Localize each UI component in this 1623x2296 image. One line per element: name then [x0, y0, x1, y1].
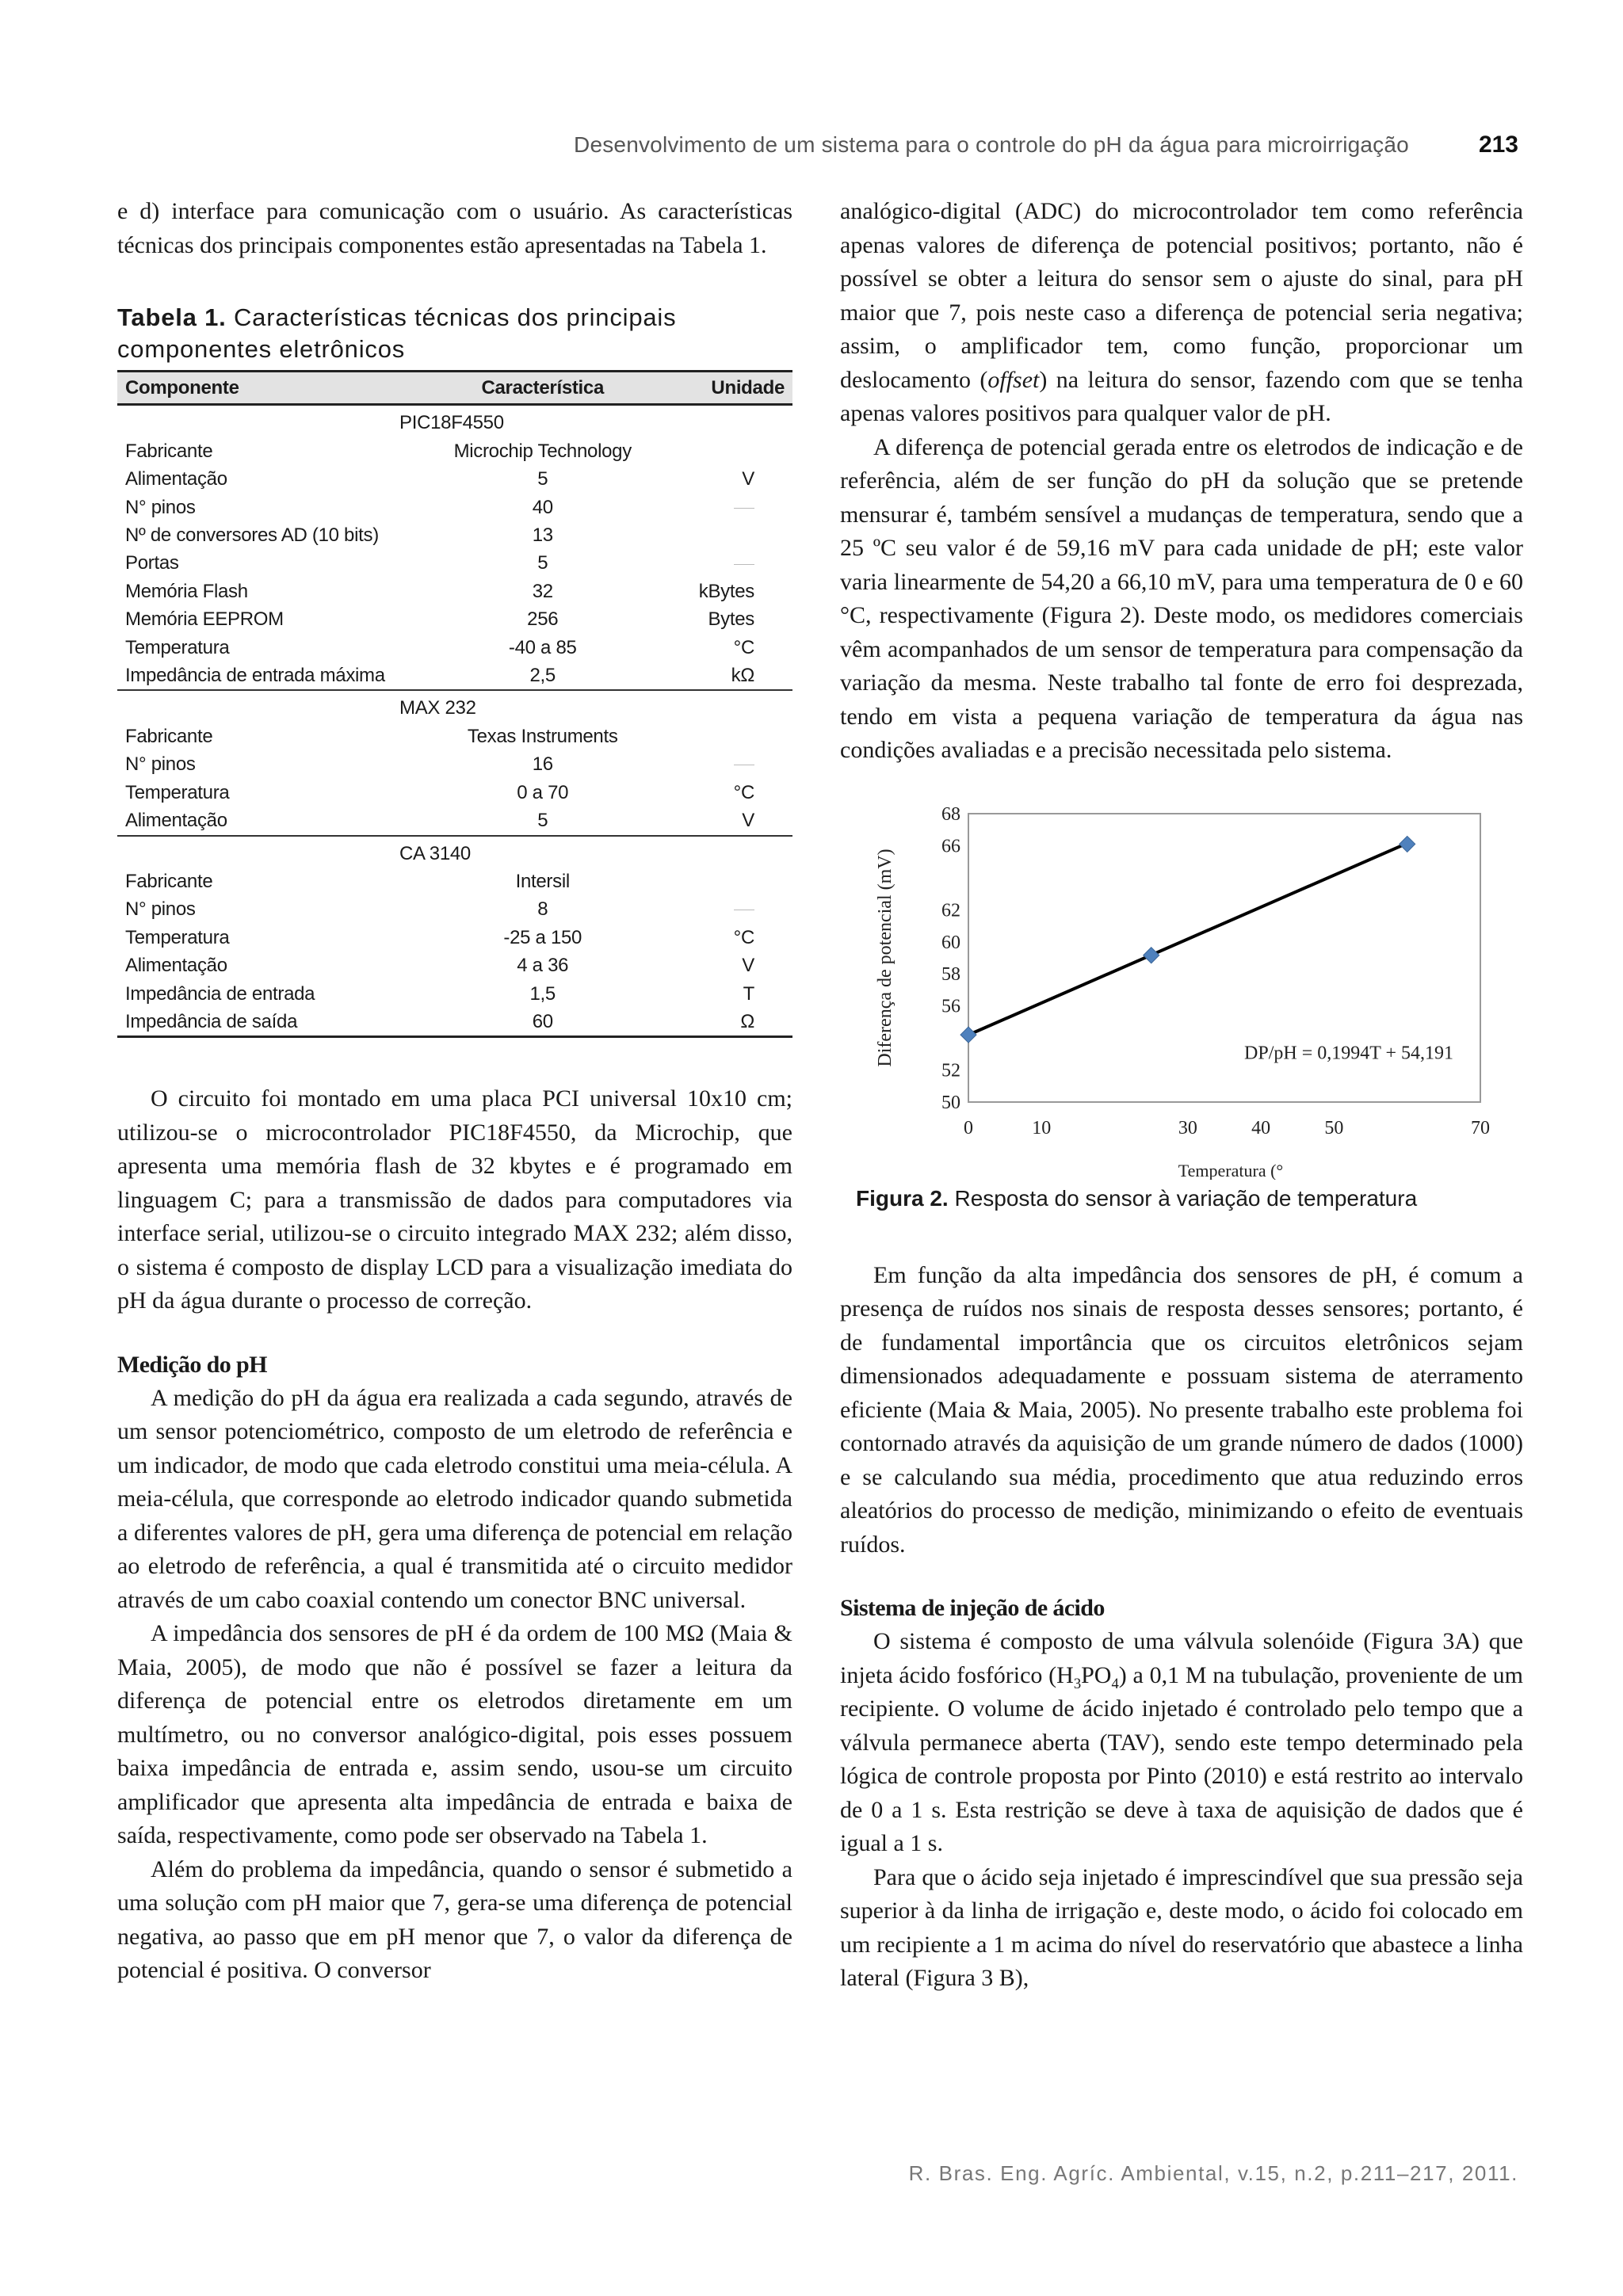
table-cell-componente: Alimentação: [125, 468, 227, 490]
y-tick-label: 52: [941, 1060, 960, 1081]
table-cell-caracteristica: 2,5: [428, 662, 658, 690]
table-cell-componente: Memória EEPROM: [125, 608, 284, 631]
table-group-name: CA 3140: [399, 842, 471, 864]
paragraph-intro: e d) interface para comunicação com o usuário. As características técnicas dos principais componentes estão apresentadas na Tabela 1.: [117, 198, 792, 258]
table-row: [117, 895, 792, 923]
table-row: [117, 807, 792, 835]
table-cell-caracteristica: 5: [428, 807, 658, 835]
page-number: 213: [1478, 132, 1518, 158]
table-row: [117, 662, 792, 690]
table-cell-caracteristica: 8: [537, 898, 548, 921]
table-cell-componente: Temperatura: [125, 926, 230, 948]
table-cell-caracteristica: 13: [532, 524, 553, 547]
x-tick-label: 70: [1471, 1117, 1490, 1138]
table-group-name: MAX 232: [399, 697, 476, 719]
table-cell-unidade: [658, 437, 792, 465]
table-cell-componente: Fabricante: [125, 725, 213, 747]
table-row: [117, 980, 792, 1008]
x-tick-label: 30: [1178, 1117, 1197, 1138]
table-cell-caracteristica: 256: [527, 608, 559, 631]
section-heading-medicao: Medição do pH: [117, 1351, 267, 1378]
y-tick-label: 58: [941, 963, 960, 985]
header-unidade: Unidade: [658, 372, 792, 405]
table-cell-caracteristica: 40: [532, 496, 553, 518]
table-row: [117, 924, 792, 952]
table-cell-empty: [658, 690, 792, 722]
table-header-row: [117, 372, 792, 405]
footer-citation: R. Bras. Eng. Agríc. Ambiental, v.15, n.2, p.211–217, 2011.: [908, 2161, 1518, 2185]
table-cell-componente: Alimentação: [117, 807, 428, 835]
table-cell-unidade: °C: [733, 781, 754, 803]
sensor-response-chart: [840, 807, 1523, 1180]
table-cell-componente: Impedância de entrada: [125, 982, 315, 1005]
section-heading-injecao: Sistema de injeção de ácido: [840, 1595, 1105, 1621]
table-label: Tabela 1.: [117, 303, 227, 331]
table-cell-caracteristica: Microchip Technology: [453, 440, 632, 462]
table-cell-caracteristica: 1,5: [529, 982, 556, 1005]
table-cell-unidade: [658, 868, 792, 895]
table-row: [117, 549, 792, 577]
paragraph-valvula-part1: O sistema é composto de uma válvula solenóide (Figura 3A) que injeta ácido fosfórico (H: [840, 1628, 1523, 1688]
table-cell-caracteristica: 5: [537, 552, 548, 574]
running-head: [119, 132, 1518, 166]
x-tick-label: 50: [1324, 1117, 1344, 1138]
table-row: [117, 1008, 792, 1037]
table-cell-unidade: V: [742, 468, 754, 490]
components-table: [117, 370, 792, 1038]
table-cell-componente: Alimentação: [125, 955, 227, 977]
data-point: [960, 1027, 976, 1043]
y-tick-label: 66: [941, 835, 960, 856]
table-cell-unidade: [658, 750, 792, 778]
paragraph-adc: [840, 195, 1523, 431]
table-cell-unidade: T: [743, 982, 754, 1005]
data-point: [1144, 947, 1159, 963]
dash-mark: [734, 564, 754, 565]
paragraph-adc-part2: ) na leitura do sensor, fazendo com que se tenha apenas valores positivos para qualquer valor de pH.: [840, 366, 1524, 426]
x-tick-label: 40: [1251, 1117, 1271, 1138]
table-row: [117, 868, 792, 895]
x-tick-label: 10: [1032, 1117, 1052, 1138]
table-cell-unidade: V: [658, 807, 792, 835]
paragraph-ruidos: Em função da alta impedância dos sensores de pH, é comum a presença de ruídos nos sinais de resposta desses sensores; portanto, é de fundamental importância que os circuitos eletrônicos sejam dimensionados adequadamente e possuam sistema de aterramento eficiente (Maia & Maia, 2005). No presente trabalho este problema foi contornado através da aquisição de um grande número de dados (1000) e se calculando sua média, procedimento que atua reduzindo erros aleatórios do processo de medição, minimizando o efeito de eventuais ruídos.: [840, 1261, 1523, 1558]
table-cell-unidade: Bytes: [708, 608, 754, 631]
table-cell-unidade: kΩ: [658, 662, 792, 690]
table-row: [117, 521, 792, 549]
paragraph-medicao: A medição do pH da água era realizada a cada segundo, através de um sensor potenciométrico, composto de um eletrodo de referência e um indicador, de modo que cada eletrodo constitui uma meia-célula. A meia-célula, que corresponde ao eletrodo indicador quando submetida a diferentes valores de pH, gera uma diferença de potencial em relação ao eletrodo de referência, a qual é transmitida até o circuito medidor através de um cabo coaxial contendo um conector BNC universal.: [117, 1384, 792, 1613]
figure-2: [840, 807, 1523, 1180]
table-cell-unidade: V: [742, 955, 754, 977]
table-cell-componente: Impedância de saída: [117, 1008, 428, 1037]
table-cell-componente: Temperatura: [125, 781, 230, 803]
trendline: [968, 843, 1407, 1035]
subscript-3: 3: [1073, 1675, 1082, 1692]
table-cell-unidade: [658, 521, 792, 549]
data-point: [1400, 836, 1415, 852]
table-group-row: [117, 690, 792, 722]
dash-mark: [734, 508, 754, 509]
paragraph-impedancia: A impedância dos sensores de pH é da ordem de 100 MΩ (Maia & Maia, 2005), de modo que não é possível se fazer a leitura da diferença de potencial entre os eletrodos diretamente em um multímetro, ou no conversor analógico-digital, pois esses possuem baixa impedância de entrada e, assim sendo, usou-se um circuito amplificador que apresenta alta impedância de entrada e baixa de saída, respectivamente, como pode ser observado na Tabela 1.: [117, 1620, 792, 1849]
table-cell-unidade: Ω: [658, 1008, 792, 1037]
y-axis-label: Diferença de potencial (mV): [875, 848, 896, 1067]
table-cell-caracteristica: Intersil: [515, 870, 570, 892]
offset-term: offset: [987, 366, 1040, 393]
y-tick-label: 68: [941, 807, 960, 825]
paragraph-valvula: [840, 1625, 1523, 1861]
table-cell-unidade: [658, 549, 792, 577]
table-cell-caracteristica: 16: [532, 753, 553, 776]
table-cell-componente: Temperatura: [125, 636, 230, 658]
table-title: Características técnicas dos principais componentes eletrônicos: [117, 303, 677, 363]
table-row: [117, 605, 792, 633]
table-row: [117, 952, 792, 979]
table-group-row: [117, 405, 792, 437]
table-cell-caracteristica: 4 a 36: [517, 955, 569, 977]
table-cell-caracteristica: -25 a 150: [503, 926, 582, 948]
table-cell-unidade: [658, 494, 792, 521]
figure-caption: [840, 1184, 1523, 1213]
table-cell-componente: Nº de conversores AD (10 bits): [125, 524, 379, 547]
table-row: [117, 750, 792, 778]
subscript-4: 4: [1111, 1675, 1119, 1692]
formula-po: PO: [1081, 1661, 1112, 1688]
table-cell-caracteristica: 0 a 70: [517, 781, 569, 803]
table-cell-unidade: °C: [733, 636, 754, 658]
figure-title: Resposta do sensor à variação de temperatura: [948, 1185, 1418, 1211]
y-tick-label: 62: [941, 899, 960, 921]
header-componente: Componente: [117, 372, 428, 405]
table-cell-componente: Memória Flash: [125, 580, 248, 602]
table-cell-componente: Portas: [125, 552, 179, 574]
paragraph-diferenca: A diferença de potencial gerada entre os eletrodos de indicação e de referência, além de ser função do pH da solução que se pretende mensurar é, também sensível a mudanças de temperatura, sendo que a 25 ºC seu valor é de 59,16 mV para cada unidade de pH; este valor varia linearmente de 54,20 a 66,10 mV, para uma temperatura de 0 e 60 °C, respectivamente (Figura 2). Deste modo, os medidores comerciais vêm acompanhados de um sensor de temperatura para compensação da variação da mesma. Neste trabalho tal fonte de erro foi desprezada, tendo em vista a pequena variação de temperatura da água nas condições avaliadas e a precisão necessitada pelo sistema.: [840, 433, 1523, 763]
table-cell-unidade: °C: [733, 926, 754, 948]
paragraph-circuit: O circuito foi montado em uma placa PCI universal 10x10 cm; utilizou-se o microcontrolador PIC18F4550, da Microchip, que apresenta uma memória flash de 32 kbytes e é programado em linguagem C; para a transmissão de dados para computadores via interface serial, utilizou-se o circuito integrado MAX 232; além disso, o sistema é composto de display LCD para a visualização imediata do pH da água durante o processo de correção.: [117, 1085, 792, 1314]
table-cell-caracteristica: 60: [428, 1008, 658, 1037]
paragraph-adc-part1: analógico-digital (ADC) do microcontrolador tem como referência apenas valores de diferença de potencial positivos; portanto, não é possível se obter a leitura do sensor sem o ajuste do sinal, para pH maior que 7, pois neste caso a diferença de potencial seria negativa; assim, o amplificador tem, como função, proporcionar um deslocamento (: [840, 198, 1523, 393]
table-cell-unidade: [658, 895, 792, 923]
table-row: [117, 437, 792, 465]
table-cell-caracteristica: Texas Instruments: [467, 725, 618, 747]
table-cell-empty: [658, 405, 792, 437]
table-row: [117, 723, 792, 750]
header-caracteristica: Característica: [428, 372, 658, 405]
table-group-row: [117, 836, 792, 868]
table-cell-caracteristica: 32: [532, 580, 553, 602]
table-cell-unidade: [658, 723, 792, 750]
table-cell-componente: Impedância de entrada máxima: [117, 662, 428, 690]
table-cell-componente: N° pinos: [125, 753, 196, 776]
table-cell-componente: Fabricante: [125, 870, 213, 892]
table-cell-caracteristica: 5: [537, 468, 548, 490]
paragraph-problema: Além do problema da impedância, quando o sensor é submetido a uma solução com pH maior que 7, gera-se uma diferença de potencial negativa, ao passo que em pH menor que 7, o valor da diferença de potencial é positiva. O conversor: [117, 1855, 792, 1984]
y-tick-label: 56: [941, 996, 960, 1017]
y-tick-label: 60: [941, 932, 960, 953]
running-title: Desenvolvimento de um sistema para o controle do pH da água para microirrigação: [574, 132, 1409, 157]
table-row: [117, 779, 792, 807]
table-cell-empty: [658, 836, 792, 868]
table-row: [117, 578, 792, 605]
table-cell-componente: N° pinos: [125, 496, 196, 518]
x-axis-label: Temperatura (°: [1178, 1160, 1284, 1180]
table-cell-componente: N° pinos: [125, 898, 196, 921]
x-tick-label: 0: [964, 1117, 973, 1138]
table-caption: [117, 302, 792, 365]
figure-label: Figura 2.: [856, 1185, 949, 1211]
right-column: [840, 195, 1523, 1996]
left-column: [117, 195, 792, 1988]
table-row: [117, 465, 792, 493]
table-cell-unidade: kBytes: [698, 580, 754, 602]
table-group-name: PIC18F4550: [399, 412, 504, 434]
y-tick-label: 50: [941, 1092, 960, 1113]
table-row: [117, 634, 792, 662]
table-row: [117, 494, 792, 521]
table-cell-componente: Fabricante: [125, 440, 213, 462]
paragraph-valvula-part2: ) a 0,1 M na tubulação, proveniente de um recipiente. O volume de ácido injetado é controlado pelo tempo que a válvula permanece aberta (TAV), sendo este tempo determinado pela lógica de controle proposta por Pinto (2010) e está restrito ao intervalo de 0 a 1 s. Esta restrição se deve à taxa de aquisição de dados que é igual a 1 s.: [840, 1661, 1523, 1856]
regression-equation: DP/pH = 0,1994T + 54,191: [1244, 1042, 1453, 1063]
table-cell-caracteristica: -40 a 85: [508, 636, 577, 658]
paragraph-pressao: Para que o ácido seja injetado é imprescindível que sua pressão seja superior à da linha de irrigação e, deste modo, o ácido foi colocado em um recipiente a 1 m acima do nível do reservatório que abastece a linha lateral (Figura 3 B),: [840, 1863, 1523, 1991]
